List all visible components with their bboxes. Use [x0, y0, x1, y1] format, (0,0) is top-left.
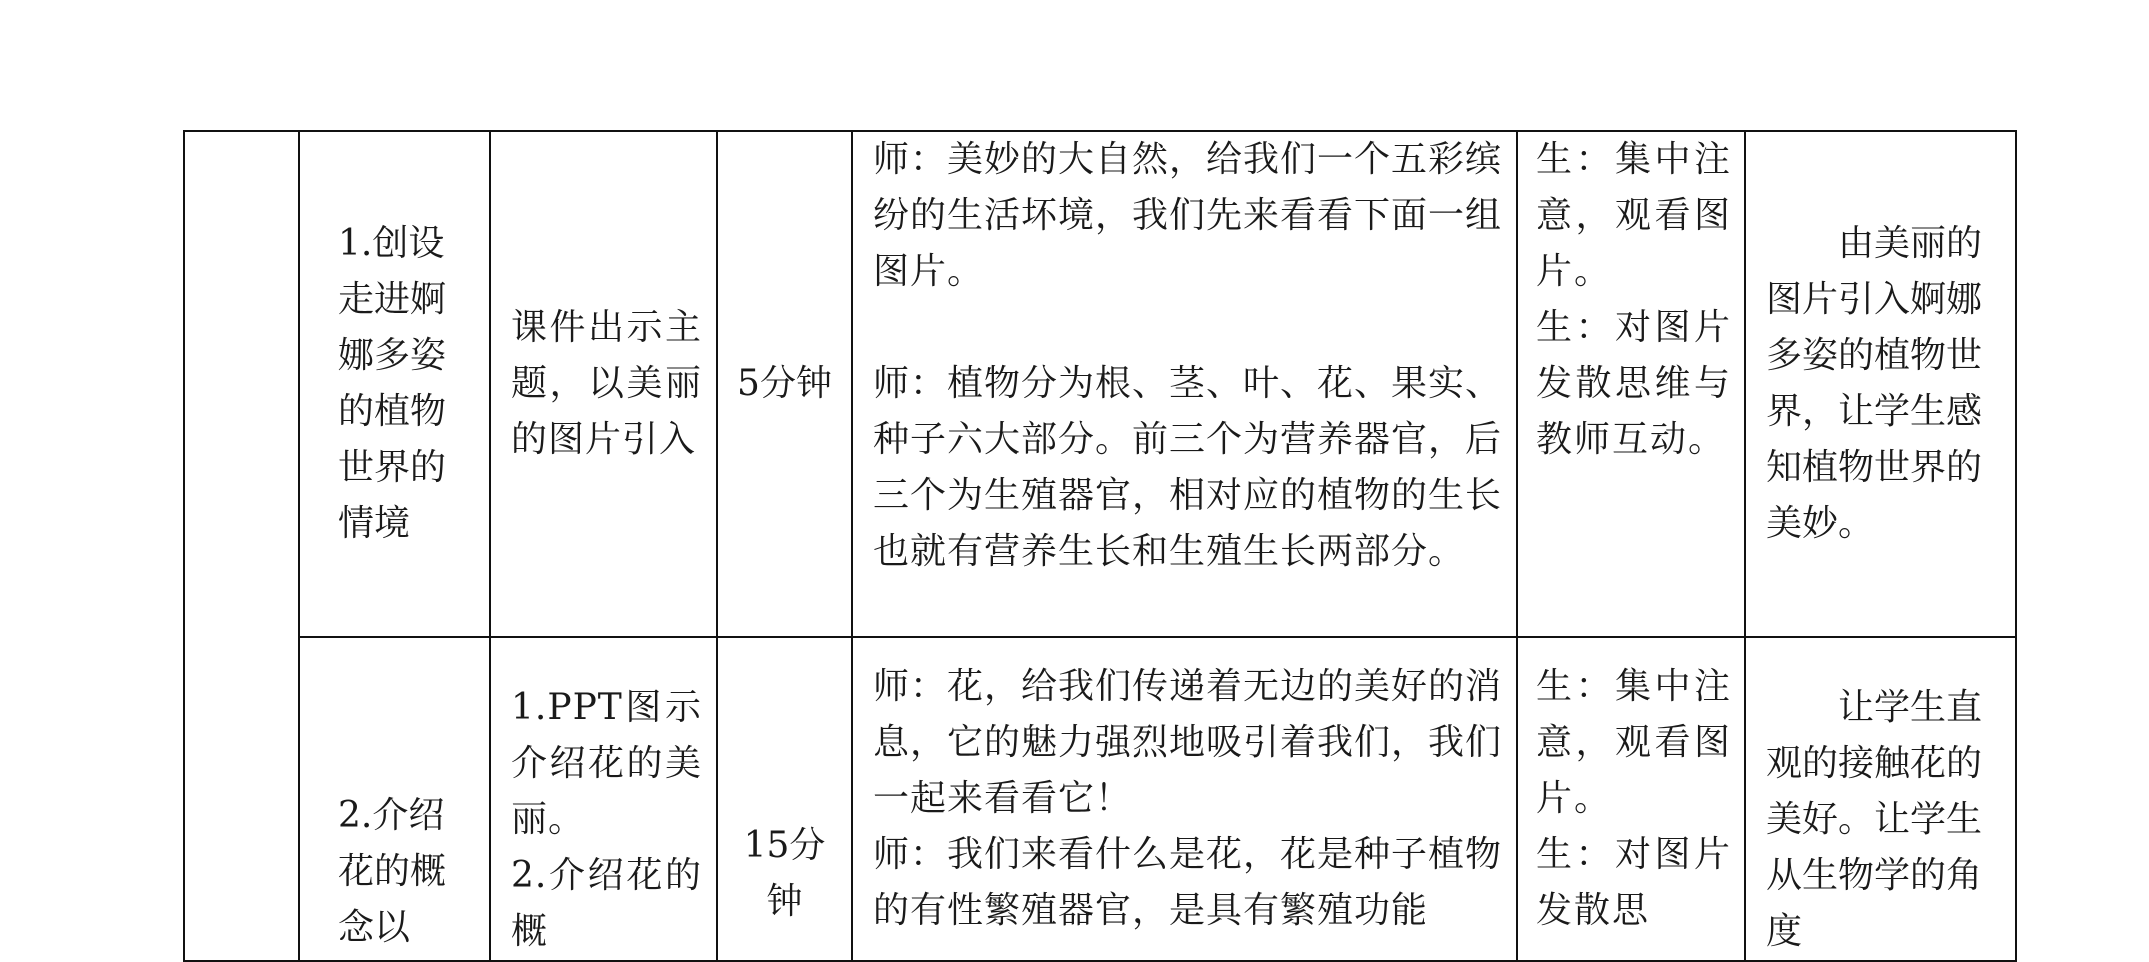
method-text: 课件出示主题，以美丽的图片引入 [511, 307, 702, 460]
table-row [184, 637, 2016, 961]
step-text: 2.介绍花的概念以 [338, 795, 447, 948]
teacher-paragraph: 师：植物分为根、茎、叶、花、果实、种子六大部分。前三个为营养器官，后三个为生殖器官，相对应的植物的生长也就有营养生长和生殖生长两部分。 [873, 363, 1503, 572]
teacher-paragraph: 师：美妙的大自然，给我们一个五彩缤纷的生活坏境，我们先来看看下面一组图片。 [873, 139, 1503, 292]
step-text: 1.创设走进婀娜多姿的植物世界的情境 [338, 223, 447, 544]
teacher-activity-cell [852, 637, 1517, 961]
design-intent-cell [1745, 637, 2016, 961]
time-cell [717, 637, 852, 961]
method-cell [490, 637, 717, 961]
teacher-paragraph: 师：花，给我们传递着无边的美好的消息，它的魅力强烈地吸引着我们，我们一起来看看它！ [873, 666, 1503, 819]
student-line: 生：集中注意，观看图片。 [1536, 139, 1732, 292]
student-activity-cell [1517, 131, 1745, 637]
student-line: 生：对图片发散思维与教师互动。 [1536, 307, 1732, 460]
lesson-plan-table [183, 130, 2017, 962]
table-row [184, 131, 2016, 637]
time-text: 15分钟 [743, 825, 826, 922]
phase-cell [184, 131, 299, 961]
time-text: 5分钟 [737, 363, 832, 404]
time-cell [717, 131, 852, 637]
step-cell [299, 637, 490, 961]
method-line: 1.PPT图示介绍花的美丽。 [511, 687, 702, 840]
intent-text: 让学生直观的接触花的美好。让学生从生物学的角度 [1766, 687, 1983, 952]
student-line: 生：集中注意，观看图片。 [1536, 666, 1732, 819]
teacher-paragraph: 师：我们来看什么是花，花是种子植物的有性繁殖器官，是具有繁殖功能 [873, 834, 1503, 931]
design-intent-cell [1745, 131, 2016, 637]
step-cell [299, 131, 490, 637]
method-cell [490, 131, 717, 637]
method-line: 2.介绍花的概 [511, 855, 702, 952]
student-activity-cell [1517, 637, 1745, 961]
intent-text: 由美丽的图片引入婀娜多姿的植物世界，让学生感知植物世界的美妙。 [1766, 223, 1983, 544]
student-line: 生：对图片发散思 [1536, 834, 1732, 931]
teacher-activity-cell [852, 131, 1517, 637]
